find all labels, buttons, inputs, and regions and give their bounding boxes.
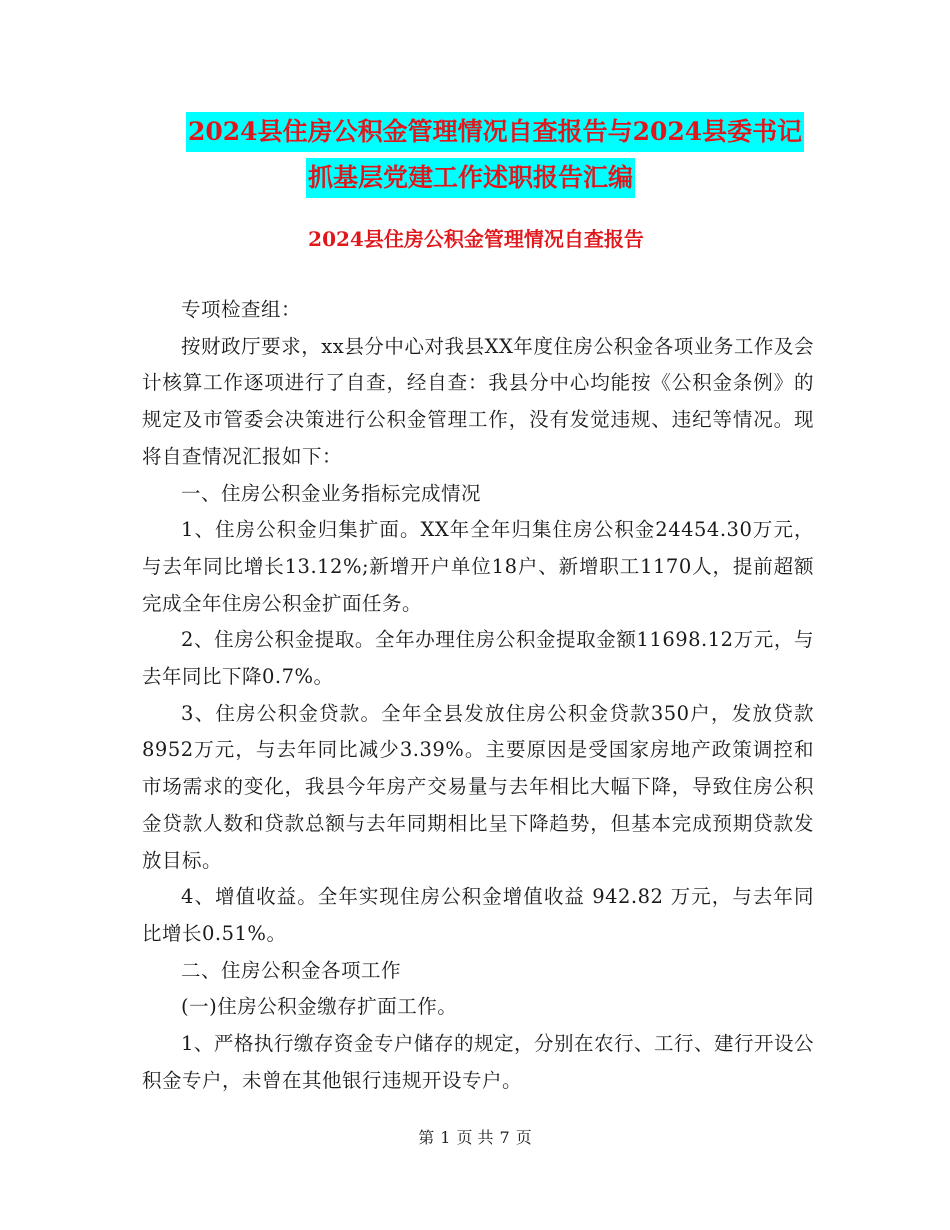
title-line-1: 2024县住房公积金管理情况自查报告与2024县委书记 [186,112,804,152]
paragraph-salutation: 专项检查组： [181,298,302,321]
heading-section-1: 一、住房公积金业务指标完成情况 [181,481,482,505]
paragraph-item-2: 2、住房公积金提取。全年办理住房公积金提取金额11698.12万元，与去年同比下降0.7%。 [142,628,814,689]
heading-section-2: 二、住房公积金各项工作 [181,958,402,982]
footer-page-number: 1 [440,1128,451,1147]
page-footer [0,1128,950,1148]
footer-middle: 页 共 [456,1128,494,1147]
paragraph-item-4: 4、增值收益。全年实现住房公积金增值收益 942.82 万元，与去年同比增长0.51%。 [142,885,814,945]
footer-suffix: 页 [515,1128,532,1147]
paragraph-item-3: 3、住房公积金贷款。全年全县发放住房公积金贷款350户，发放贷款8952万元，与去年同比减少3.39%。主要原因是受国家房地产政策调控和市场需求的变化，我县今年房产交易量与去年相比大幅下降，导致住房公积金贷款人数和贷款总额与去年同期相比呈下降趋势，但基本完成预期贷款发放目标。 [142,701,814,872]
footer-total-pages: 7 [499,1128,510,1147]
title-line-2: 抓基层党建工作述职报告汇编 [306,158,635,198]
paragraph-subitem-1: 1、严格执行缴存资金专户储存的规定，分别在农行、工行、建行开设公积金专户，未曾在其他银行违规开设专户。 [142,1032,814,1092]
footer-prefix: 第 [418,1128,435,1147]
paragraph-intro: 按财政厅要求，xx县分中心对我县XX年度住房公积金各项业务工作及会计核算工作逐项进行了自查，经自查：我县分中心均能按《公积金条例》的规定及市管委会决策进行公积金管理工作，没有发觉违规、违纪等情况。现将自查情况汇报如下： [142,334,814,468]
paragraph-item-1: 1、住房公积金归集扩面。XX年全年归集住房公积金24454.30万元，与去年同比增长13.12%;新增开户单位18户、新增职工1170人，提前超额完成全年住房公积金扩面任务。 [142,518,814,615]
document-body [142,292,814,1099]
heading-subsection-1: (一)住房公积金缴存扩面工作。 [181,995,458,1019]
section-title: 2024县住房公积金管理情况自查报告 [308,227,644,251]
